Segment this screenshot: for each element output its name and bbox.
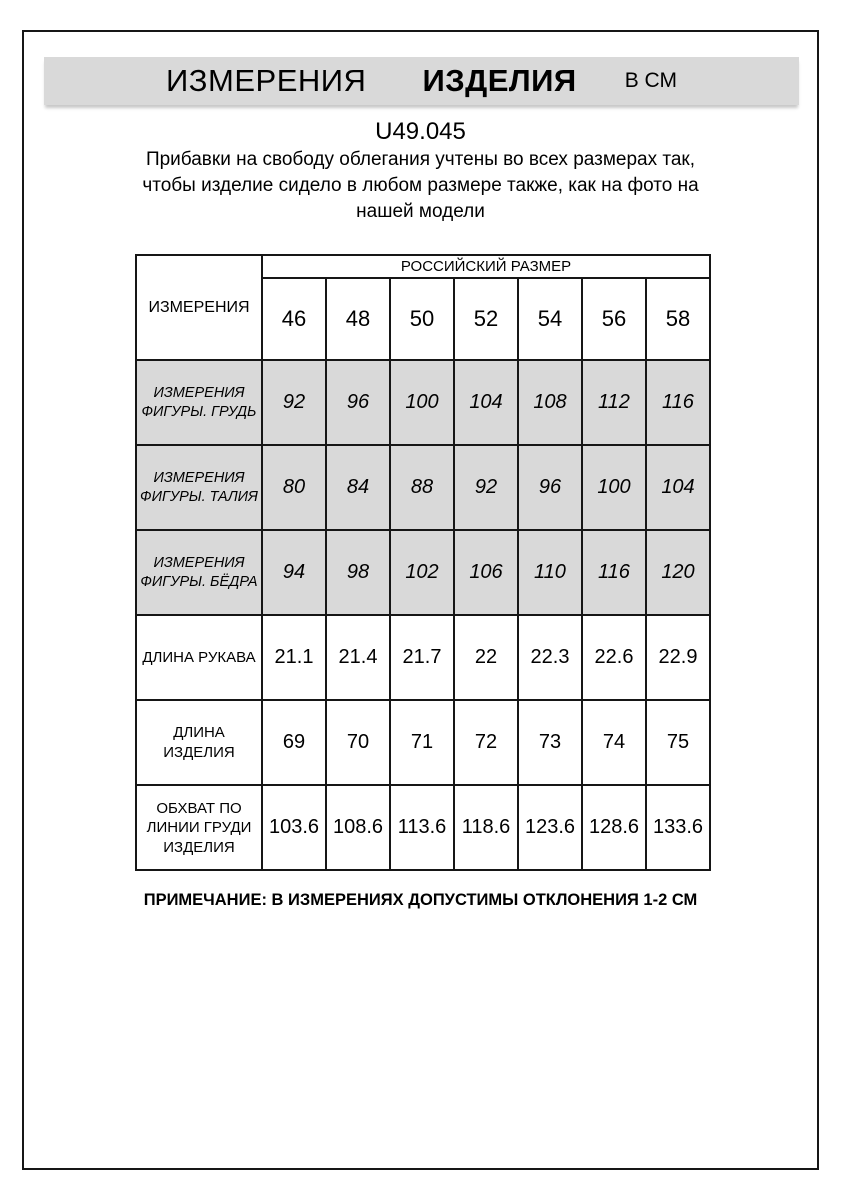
value-cell: 103.6 <box>262 785 326 870</box>
table-row <box>136 445 710 530</box>
value-cell: 21.7 <box>390 615 454 700</box>
value-cell: 116 <box>646 360 710 445</box>
value-cell: 21.4 <box>326 615 390 700</box>
row-label: ИЗМЕРЕНИЯ ФИГУРЫ. ТАЛИЯ <box>136 445 262 530</box>
table-row <box>136 785 710 870</box>
row-label: ИЗМЕРЕНИЯ ФИГУРЫ. БЁДРА <box>136 530 262 615</box>
value-cell: 108 <box>518 360 582 445</box>
row-label: ИЗМЕРЕНИЯ ФИГУРЫ. ГРУДЬ <box>136 360 262 445</box>
value-cell: 108.6 <box>326 785 390 870</box>
value-cell: 84 <box>326 445 390 530</box>
tolerance-note: ПРИМЕЧАНИЕ: В ИЗМЕРЕНИЯХ ДОПУСТИМЫ ОТКЛОНЕНИЯ 1-2 СМ <box>143 891 698 910</box>
header-row-group <box>136 255 710 278</box>
table-row <box>136 700 710 785</box>
size-column-header: 54 <box>518 278 582 360</box>
row-label: ОБХВАТ ПО ЛИНИИ ГРУДИ ИЗДЕЛИЯ <box>136 785 262 870</box>
size-table <box>135 254 711 871</box>
title-product: ИЗДЕЛИЯ <box>422 63 577 98</box>
fit-description-line: Прибавки на свободу облегания учтены во всех размерах так, <box>145 149 696 170</box>
title-bar <box>44 57 799 105</box>
value-cell: 75 <box>646 700 710 785</box>
value-cell: 92 <box>454 445 518 530</box>
value-cell: 22.9 <box>646 615 710 700</box>
value-cell: 74 <box>582 700 646 785</box>
value-cell: 22.3 <box>518 615 582 700</box>
size-column-header: 50 <box>390 278 454 360</box>
row-label: ДЛИНА РУКАВА <box>136 615 262 700</box>
value-cell: 120 <box>646 530 710 615</box>
russian-size-header: РОССИЙСКИЙ РАЗМЕР <box>262 255 710 278</box>
value-cell: 69 <box>262 700 326 785</box>
fit-description <box>24 147 817 224</box>
fit-description-line: нашей модели <box>356 200 485 222</box>
title-measurements: ИЗМЕРЕНИЯ <box>166 63 367 98</box>
value-cell: 21.1 <box>262 615 326 700</box>
article-number: U49.045 <box>375 118 466 145</box>
table-corner-label: ИЗМЕРЕНИЯ <box>136 255 262 360</box>
value-cell: 116 <box>582 530 646 615</box>
value-cell: 22.6 <box>582 615 646 700</box>
size-column-header: 56 <box>582 278 646 360</box>
value-cell: 88 <box>390 445 454 530</box>
value-cell: 110 <box>518 530 582 615</box>
table-row <box>136 530 710 615</box>
value-cell: 98 <box>326 530 390 615</box>
value-cell: 70 <box>326 700 390 785</box>
value-cell: 102 <box>390 530 454 615</box>
value-cell: 71 <box>390 700 454 785</box>
value-cell: 106 <box>454 530 518 615</box>
value-cell: 96 <box>326 360 390 445</box>
value-cell: 104 <box>646 445 710 530</box>
value-cell: 118.6 <box>454 785 518 870</box>
value-cell: 100 <box>582 445 646 530</box>
value-cell: 72 <box>454 700 518 785</box>
value-cell: 96 <box>518 445 582 530</box>
page-border <box>22 30 819 1170</box>
value-cell: 123.6 <box>518 785 582 870</box>
value-cell: 22 <box>454 615 518 700</box>
size-column-header: 52 <box>454 278 518 360</box>
size-column-header: 46 <box>262 278 326 360</box>
value-cell: 113.6 <box>390 785 454 870</box>
table-row <box>136 360 710 445</box>
value-cell: 80 <box>262 445 326 530</box>
value-cell: 92 <box>262 360 326 445</box>
fit-description-line: чтобы изделие сидело в любом размере также, как на фото на <box>142 174 699 196</box>
size-column-header: 58 <box>646 278 710 360</box>
size-column-header: 48 <box>326 278 390 360</box>
value-cell: 104 <box>454 360 518 445</box>
title-unit: В СМ <box>624 69 677 92</box>
value-cell: 100 <box>390 360 454 445</box>
value-cell: 133.6 <box>646 785 710 870</box>
value-cell: 128.6 <box>582 785 646 870</box>
value-cell: 94 <box>262 530 326 615</box>
value-cell: 73 <box>518 700 582 785</box>
row-label: ДЛИНА ИЗДЕЛИЯ <box>136 700 262 785</box>
value-cell: 112 <box>582 360 646 445</box>
table-row <box>136 615 710 700</box>
